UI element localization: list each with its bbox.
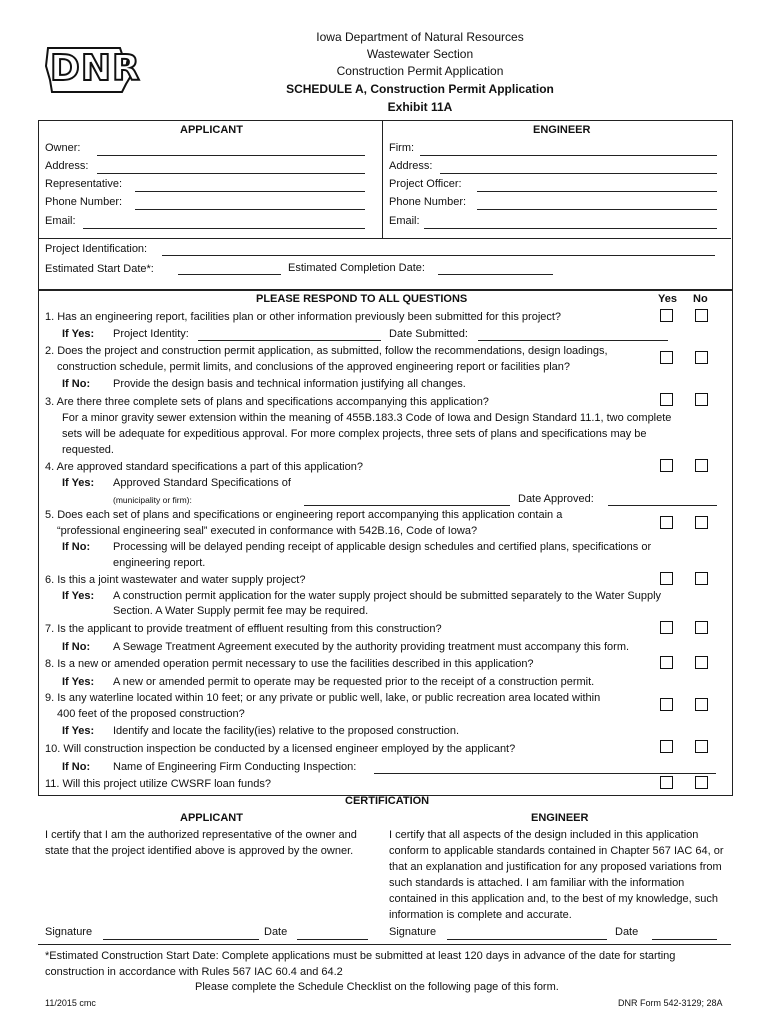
q7-ifno: If No: <box>62 641 91 653</box>
q2-no-checkbox[interactable] <box>695 351 708 364</box>
footer-checklist: Please complete the Schedule Checklist on the following page of this form. <box>195 981 559 993</box>
applicant-signature-label: Signature <box>45 926 93 938</box>
q11-text: 11. Will this project utilize CWSRF loan funds? <box>45 778 271 790</box>
q9-ifyes: If Yes: <box>62 725 95 737</box>
q9-yes-checkbox[interactable] <box>660 698 673 711</box>
q10-ifno-text: Name of Engineering Firm Conducting Inspection: <box>113 761 357 773</box>
q1-text: 1. Has an engineering report, facilities plan or other information previously been submitted for this project? <box>45 311 562 323</box>
engineer-phone-field[interactable] <box>477 209 717 210</box>
start-date-field[interactable] <box>178 274 281 275</box>
q3-note-a: For a minor gravity sewer extension within the meaning of 455B.183.3 Code of Iowa and Design Standard 11.1, two complete <box>62 412 672 424</box>
q7-text: 7. Is the applicant to provide treatment of effluent resulting from this construction? <box>45 623 442 635</box>
header-line4: SCHEDULE A, Construction Permit Application <box>286 82 554 96</box>
q4-date-label: Date Approved: <box>518 493 594 505</box>
q10-no-checkbox[interactable] <box>695 740 708 753</box>
engineer-email-label: Email: <box>389 215 420 227</box>
q1-identity-label: Project Identity: <box>113 328 189 340</box>
q6-no-checkbox[interactable] <box>695 572 708 585</box>
firm-field[interactable] <box>420 155 717 156</box>
completion-date-field[interactable] <box>438 274 553 275</box>
q4-sub-label: (municipality or firm): <box>113 495 192 505</box>
engineer-email-field[interactable] <box>424 228 717 229</box>
cert-bottom-rule <box>38 944 731 945</box>
q4-text: 4. Are approved standard specifications a part of this application? <box>45 461 363 473</box>
q9-no-checkbox[interactable] <box>695 698 708 711</box>
q1-date-label: Date Submitted: <box>389 328 468 340</box>
q8-yes-checkbox[interactable] <box>660 656 673 669</box>
project-divider <box>38 238 731 239</box>
q5-ifno-text-b: engineering report. <box>113 557 206 569</box>
q9-text-b: 400 feet of the proposed construction? <box>57 708 245 720</box>
certification-title: CERTIFICATION <box>345 795 430 807</box>
q9-ifyes-text: Identify and locate the facility(ies) relative to the proposed construction. <box>113 725 460 737</box>
q10-yes-checkbox[interactable] <box>660 740 673 753</box>
q2-yes-checkbox[interactable] <box>660 351 673 364</box>
engineer-phone-label: Phone Number: <box>389 196 467 208</box>
applicant-phone-label: Phone Number: <box>45 196 123 208</box>
q5-yes-checkbox[interactable] <box>660 516 673 529</box>
yes-header: Yes <box>658 293 677 305</box>
applicant-address-field[interactable] <box>97 173 365 174</box>
q4-no-checkbox[interactable] <box>695 459 708 472</box>
header-line1: Iowa Department of Natural Resources <box>316 30 524 44</box>
q8-no-checkbox[interactable] <box>695 656 708 669</box>
q10-firm-field[interactable] <box>374 773 716 774</box>
q6-yes-checkbox[interactable] <box>660 572 673 585</box>
q8-ifyes: If Yes: <box>62 676 95 688</box>
applicant-title: APPLICANT <box>180 124 243 136</box>
q1-no-checkbox[interactable] <box>695 309 708 322</box>
q6-ifyes-text-a: A construction permit application for the water supply project should be submitted separately to the Water Supply <box>113 590 662 602</box>
logo-text: DNR <box>50 48 141 89</box>
cert-engineer-title: ENGINEER <box>531 812 589 824</box>
applicant-date-field[interactable] <box>297 939 368 940</box>
q2-text-a: 2. Does the project and construction permit application, as submitted, follow the recommendations, design loadings, <box>45 345 608 357</box>
q4-yes-checkbox[interactable] <box>660 459 673 472</box>
no-header: No <box>693 293 708 305</box>
q1-yes-checkbox[interactable] <box>660 309 673 322</box>
applicant-address-label: Address: <box>45 160 89 172</box>
q2-ifno: If No: <box>62 378 91 390</box>
firm-label: Firm: <box>389 142 415 154</box>
engineer-date-label: Date <box>615 926 639 938</box>
q2-ifno-text: Provide the design basis and technical information justifying all changes. <box>113 378 466 390</box>
q4-ifyes-text: Approved Standard Specifications of <box>113 477 291 489</box>
q3-no-checkbox[interactable] <box>695 393 708 406</box>
questions-title: PLEASE RESPOND TO ALL QUESTIONS <box>256 293 468 305</box>
q7-no-checkbox[interactable] <box>695 621 708 634</box>
engineer-title: ENGINEER <box>533 124 591 136</box>
footer-note-b: construction in accordance with Rules 567 IAC 60.4 and 64.2 <box>45 966 343 978</box>
engineer-date-field[interactable] <box>652 939 717 940</box>
q5-ifno: If No: <box>62 541 91 553</box>
completion-date-label: Estimated Completion Date: <box>288 262 425 274</box>
cert-applicant-title: APPLICANT <box>180 812 243 824</box>
engineer-address-field[interactable] <box>440 173 717 174</box>
header-line5: Exhibit 11A <box>387 100 453 114</box>
q10-ifno: If No: <box>62 761 91 773</box>
q7-ifno-text: A Sewage Treatment Agreement executed by the authority providing treatment must accompany this form. <box>113 641 630 653</box>
q3-note-b: sets will be adequate for expeditious approval. For more complex projects, three sets of plans and specifications may be <box>62 428 647 440</box>
footer-note-a: *Estimated Construction Start Date: Complete applications must be submitted at least 120 days in advance of the date for starting <box>45 950 676 962</box>
q1-identity-field[interactable] <box>198 340 381 341</box>
q8-ifyes-text: A new or amended permit to operate may be requested prior to the receipt of a construction permit. <box>113 676 595 688</box>
owner-field[interactable] <box>97 155 365 156</box>
q5-ifno-text-a: Processing will be delayed pending receipt of applicable design schedules and certified plans, specifications or <box>113 541 652 553</box>
start-date-label: Estimated Start Date*: <box>45 263 154 275</box>
applicant-email-field[interactable] <box>83 228 365 229</box>
applicant-email-label: Email: <box>45 215 76 227</box>
applicant-signature-field[interactable] <box>103 939 259 940</box>
project-identification-field[interactable] <box>162 255 715 256</box>
footer-left: 11/2015 cmc <box>45 998 96 1008</box>
representative-field[interactable] <box>135 191 365 192</box>
project-officer-label: Project Officer: <box>389 178 462 190</box>
q4-municipality-field[interactable] <box>304 505 510 506</box>
q11-no-checkbox[interactable] <box>695 776 708 789</box>
q2-text-b: construction schedule, permit limits, and conclusions of the approved engineering report or facilities plan? <box>57 361 571 373</box>
engineer-signature-field[interactable] <box>447 939 607 940</box>
q3-text: 3. Are there three complete sets of plans and specifications accompanying this application? <box>45 396 489 408</box>
q5-no-checkbox[interactable] <box>695 516 708 529</box>
q1-ifyes: If Yes: <box>62 328 95 340</box>
q10-text: 10. Will construction inspection be conducted by a licensed engineer employed by the applicant? <box>45 743 516 755</box>
q3-note-c: requested. <box>62 444 114 456</box>
engineer-signature-label: Signature <box>389 926 437 938</box>
footer-right: DNR Form 542-3129; 28A <box>618 998 723 1008</box>
applicant-phone-field[interactable] <box>135 209 365 210</box>
q6-ifyes: If Yes: <box>62 590 95 602</box>
project-identification-label: Project Identification: <box>45 243 148 255</box>
q6-ifyes-text-b: Section. A Water Supply permit fee may be required. <box>113 605 369 617</box>
engineer-address-label: Address: <box>389 160 433 172</box>
representative-label: Representative: <box>45 178 123 190</box>
cert-applicant-text: I certify that I am the authorized representative of the owner and state that the project identified above is approved by the owner. <box>45 829 357 857</box>
q11-yes-checkbox[interactable] <box>660 776 673 789</box>
q4-ifyes: If Yes: <box>62 477 95 489</box>
q5-text-a: 5. Does each set of plans and specifications or engineering report accompanying this application contain a <box>45 509 563 521</box>
contact-divider <box>382 120 383 238</box>
q7-yes-checkbox[interactable] <box>660 621 673 634</box>
header-line3: Construction Permit Application <box>336 64 504 78</box>
header-line2: Wastewater Section <box>366 47 474 61</box>
cert-engineer-text: I certify that all aspects of the design included in this application conform to applicable standards contained in Chapter 567 IAC 64, or that an explanation and justification for any proposed variations from such standards is attached. I am familiar with the information contained in this application and, to the best of my knowledge, such information is complete and accurate. <box>389 829 724 921</box>
q5-text-b: “professional engineering seal” executed in conformance with 542B.16, Code of Iowa? <box>57 525 478 537</box>
q1-date-field[interactable] <box>478 340 668 341</box>
project-officer-field[interactable] <box>477 191 717 192</box>
q6-text: 6. Is this a joint wastewater and water supply project? <box>45 574 306 586</box>
owner-label: Owner: <box>45 142 81 154</box>
q4-date-field[interactable] <box>608 505 717 506</box>
dnr-logo <box>42 40 141 98</box>
q9-text-a: 9. Is any waterline located within 10 feet; or any private or public well, lake, or public recreation area located within <box>45 692 601 704</box>
applicant-date-label: Date <box>264 926 288 938</box>
q3-yes-checkbox[interactable] <box>660 393 673 406</box>
q8-text: 8. Is a new or amended operation permit necessary to use the facilities described in this application? <box>45 658 534 670</box>
